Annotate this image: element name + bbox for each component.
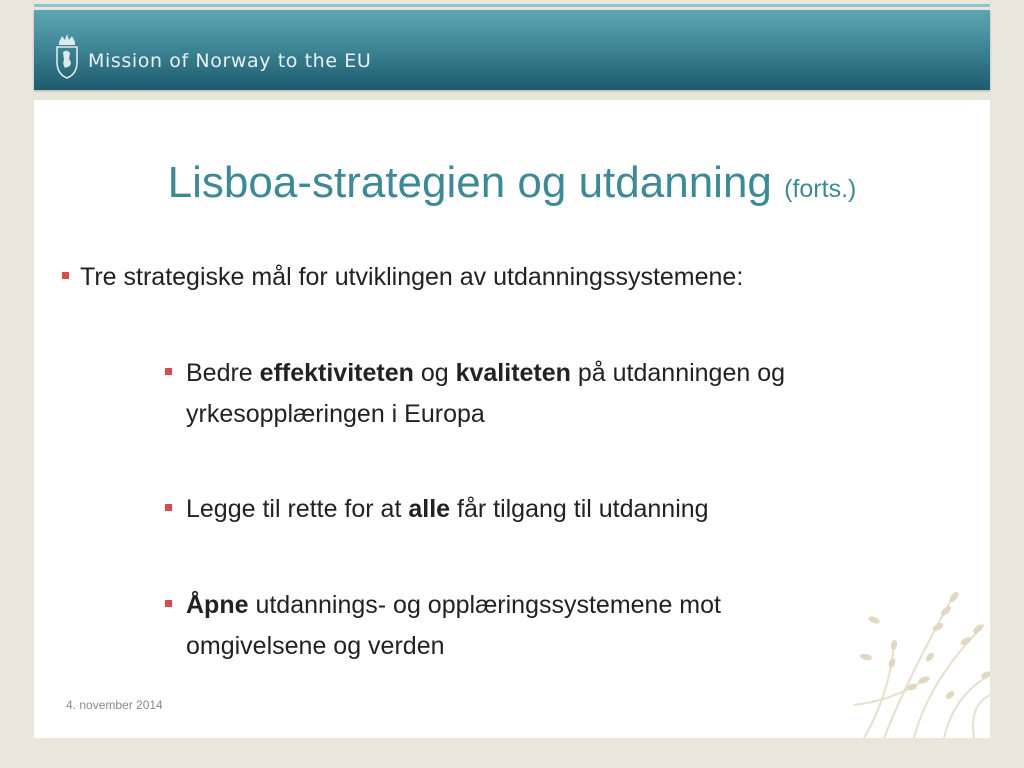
organization-name: Mission of Norway to the EU (88, 50, 372, 72)
slide-content (34, 100, 990, 738)
slide-date: 4. november 2014 (66, 698, 163, 712)
slide-title (34, 158, 990, 208)
sub-bullet-item: Åpne utdannings- og opplæringssystemene mot omgivelsene og verden (186, 591, 721, 660)
sub-bullet-marker (165, 504, 172, 511)
sub-bullet-item: Legge til rette for at alle får tilgang til utdanning (186, 495, 709, 523)
coat-of-arms-icon (54, 32, 80, 80)
sub-bullet-marker (165, 600, 172, 607)
sub-bullet-marker (165, 368, 172, 375)
title-main: Lisboa-strategien og utdanning (167, 158, 772, 207)
header-top-line (34, 4, 990, 7)
title-suffix: (forts.) (784, 175, 857, 203)
sub-bullet-item: Bedre effektiviteten og kvaliteten på utdanningen og yrkesopplæringen i Europa (186, 359, 786, 428)
bullet-item: Tre strategiske mål for utviklingen av utdanningssystemene: (80, 263, 744, 291)
wheat-grass-icon (854, 585, 990, 738)
bullet-marker (62, 272, 69, 279)
header-banner (34, 10, 990, 90)
